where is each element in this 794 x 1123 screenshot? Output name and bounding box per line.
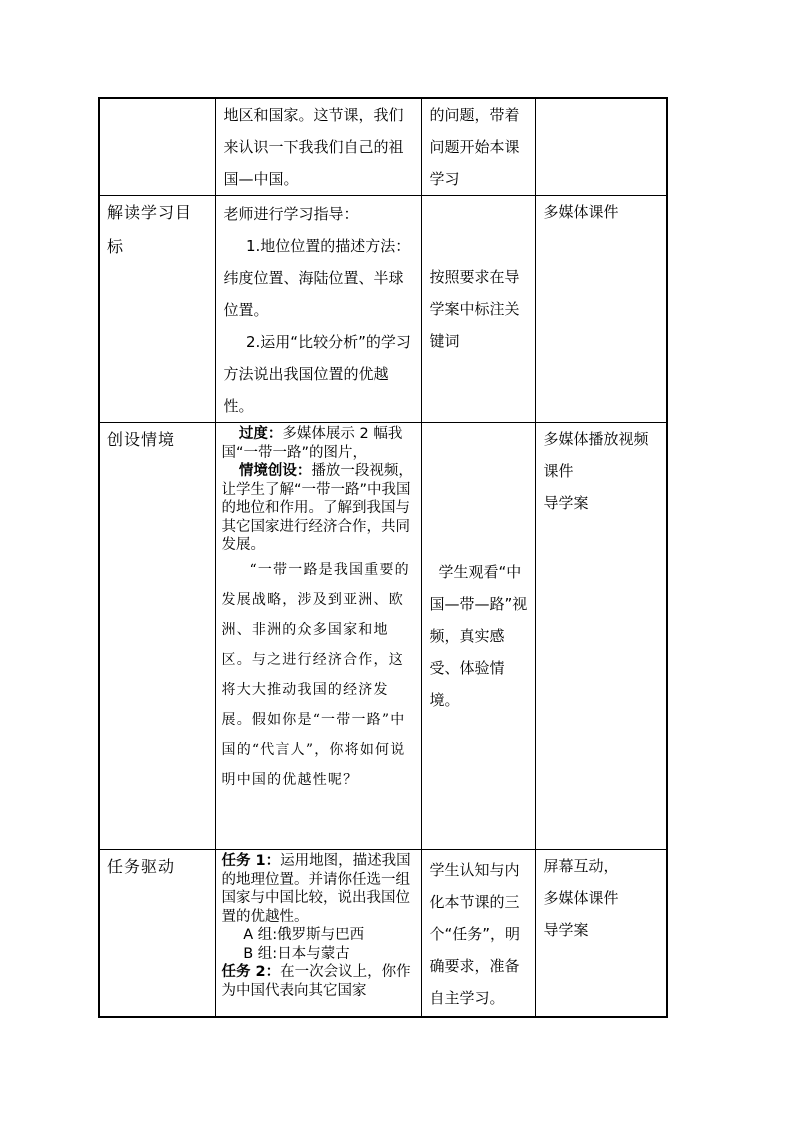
stage-label: 任务驱动 [107, 857, 176, 876]
task1-text: 运用地图，描述我国的地理位置。并请你任选一组国家与中国比较，说出我国位置的优越性。 [221, 853, 411, 925]
situation-text: 播放一段视频，让学生了解“一带一路”中我国的地位和作用。了解到我国与其它国家进行经济合作，共同发展。 [221, 463, 413, 553]
student-activity-cell [421, 850, 535, 1017]
stage-cell [99, 98, 215, 196]
transition-text: 多媒体展示 2 幅我国“一带一路”的图片， [221, 426, 403, 461]
table-row [99, 196, 667, 423]
situation-label: 情境创设： [238, 463, 312, 479]
stage-cell [99, 850, 215, 1017]
media-item: 多媒体课件 [543, 203, 619, 221]
table-row [99, 423, 667, 850]
task2-text: 在一次会议上，你作为中国代表向其它国家 [221, 964, 411, 999]
transition-label: 过度： [238, 426, 283, 442]
lesson-plan-table [98, 97, 668, 1018]
group-b: B 组:日本与蒙古 [243, 945, 350, 962]
stage-cell [99, 196, 215, 423]
student-activity-cell [421, 98, 535, 196]
media-item: 多媒体播放视频课件 [543, 430, 649, 480]
media-item: 导学案 [543, 921, 589, 939]
table-row [99, 850, 667, 1017]
student-text: 的问题，带着问题开始本课学习 [429, 106, 520, 188]
media-cell [535, 423, 667, 850]
media-item: 屏幕互动， [543, 857, 619, 875]
teacher-activity-cell [215, 423, 421, 850]
teacher-text: 地区和国家。这节课，我们来认识一下我我们自己的祖国—中国。 [223, 106, 404, 188]
group-a: A 组:俄罗斯与巴西 [243, 927, 365, 943]
media-item: 导学案 [543, 494, 589, 512]
teacher-activity-cell [215, 850, 421, 1017]
student-text: 学生观看“中国—带—路”视频，真实感受、体验情境。 [429, 563, 528, 709]
student-activity-cell [421, 196, 535, 423]
objective-item-2: 2.运用“比较分析”的学习方法说出我国位置的优越性。 [223, 333, 411, 415]
stage-label: 解读学习目标 [107, 203, 193, 256]
media-cell [535, 850, 667, 1017]
teacher-activity-cell [215, 196, 421, 423]
student-text: 按照要求在导学案中标注关键词 [429, 268, 520, 350]
task2-label: 任务 2： [221, 964, 281, 980]
media-cell [535, 98, 667, 196]
stage-cell [99, 423, 215, 850]
scenario-quote: “一带一路是我国重要的发展战略，涉及到亚洲、欧洲、非洲的众多国家和地区。与之进行经济合作，这将大大推动我国的经济发展。假如你是“一带一路”中国的“代言人”，你将如何说明中国的优越性呢？ [221, 561, 410, 788]
student-activity-cell [421, 423, 535, 850]
media-item: 多媒体课件 [543, 889, 619, 907]
student-text: 学生认知与内化本节课的三个“任务”，明确要求，准备自主学习。 [429, 861, 521, 1007]
teacher-intro: 老师进行学习指导： [223, 205, 359, 223]
objective-item-1: 1.地位位置的描述方法：纬度位置、海陆位置、半球位置。 [223, 237, 411, 319]
task1-label: 任务 1： [221, 853, 281, 869]
table-row [99, 98, 667, 196]
teacher-activity-cell [215, 98, 421, 196]
media-cell [535, 196, 667, 423]
stage-label: 创设情境 [107, 430, 176, 449]
